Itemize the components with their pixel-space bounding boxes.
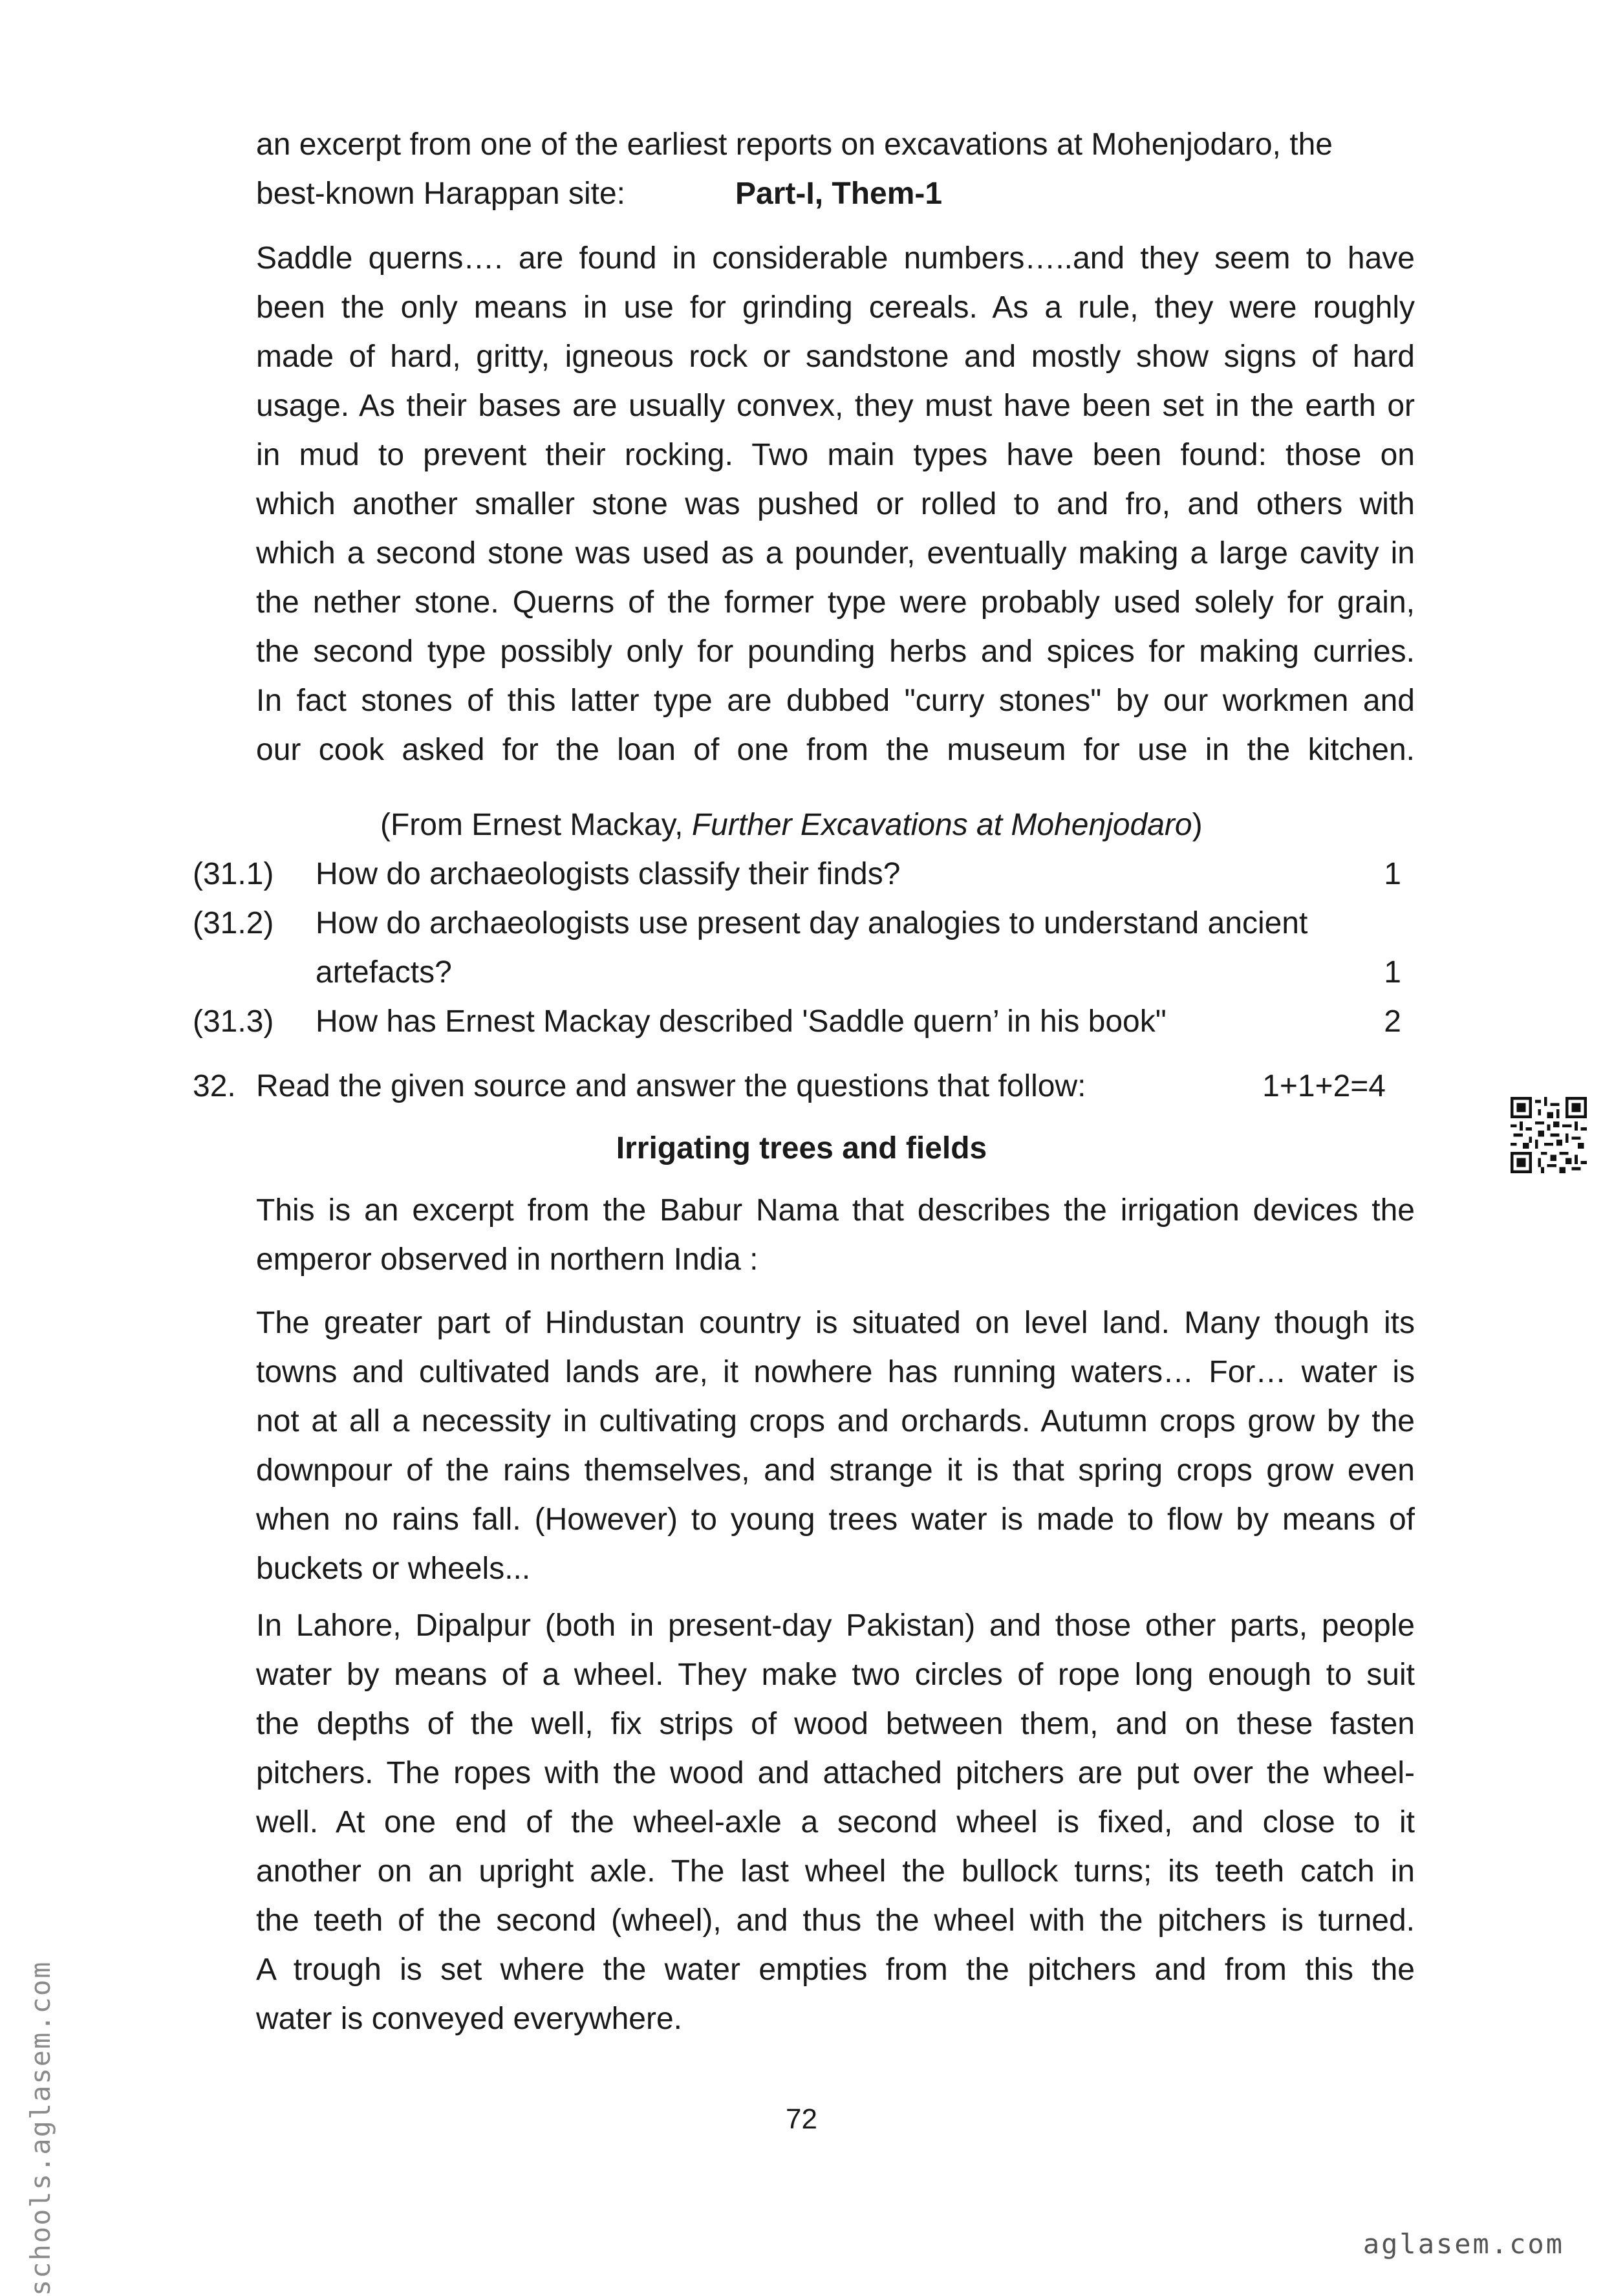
question-text: How do archaeologists use present day analogies to understand ancient — [316, 906, 1308, 940]
question-number: (31.1) — [193, 857, 274, 891]
text-line: which a second stone was used as a pounder, eventually making a large cavity in — [256, 536, 1415, 570]
text-line: which another smaller stone was pushed or rolled to and fro, and others with — [256, 487, 1415, 521]
text-line: our cook asked for the loan of one from the museum for use in the kitchen. — [256, 733, 1415, 767]
text-line: downpour of the rains themselves, and strange it is that spring crops grow even — [256, 1453, 1415, 1488]
question-text: How do archaeologists classify their finds? — [316, 857, 901, 891]
text-line: towns and cultivated lands are, it nowhere has running waters… For… water is — [256, 1355, 1415, 1389]
text-line: In Lahore, Dipalpur (both in present-day Pakistan) and those other parts, people — [256, 1608, 1415, 1643]
question-marks: 2 — [1384, 1004, 1401, 1039]
question-text: How has Ernest Mackay described 'Saddle quern’ in his book" — [316, 1004, 1167, 1039]
text-line: when no rains fall. (However) to young trees water is made to flow by means of — [256, 1502, 1415, 1537]
question-number: (31.3) — [193, 1004, 274, 1039]
text-line: Saddle querns…. are found in considerable numbers…..and they seem to have — [256, 241, 1415, 276]
question-32-marks: 1+1+2=4 — [1262, 1069, 1386, 1103]
text-line: the nether stone. Querns of the former type were probably used solely for grain, — [256, 585, 1415, 620]
text-line: the second type possibly only for pounding herbs and spices for making curries. — [256, 634, 1415, 669]
question-32-text: Read the given source and answer the questions that follow: — [256, 1069, 1086, 1103]
intro-line-1 — [256, 120, 1415, 169]
intro-site-text: best-known Harappan site: — [256, 177, 625, 211]
source-citation: (From Ernest Mackay, Further Excavations at Mohenjodaro) — [380, 808, 1203, 842]
intro-text: an excerpt from one of the earliest reports on excavations at Mohenjodaro, the — [256, 127, 1333, 162]
page-number: 72 — [786, 2103, 817, 2135]
text-line: not at all a necessity in cultivating crops and orchards. Autumn crops grow by the — [256, 1404, 1415, 1438]
text-line: usage. As their bases are usually convex, they must have been set in the earth or — [256, 389, 1415, 423]
text-line: been the only means in use for grinding cereals. As a rule, they were roughly — [256, 290, 1415, 325]
text-line: The greater part of Hindustan country is situated on level land. Many though its — [256, 1306, 1415, 1340]
citation-book-title: Further Excavations at Mohenjodaro — [691, 808, 1192, 842]
side-watermark: schools.aglasem.com — [25, 1960, 56, 2296]
text-line: buckets or wheels... — [256, 1552, 531, 1586]
text-line: In fact stones of this latter type are dubbed "curry stones" by our workmen and — [256, 684, 1415, 718]
text-line: made of hard, gritty, igneous rock or sandstone and mostly show signs of hard — [256, 340, 1415, 374]
text-line: another on an upright axle. The last wheel the bullock turns; its teeth catch in — [256, 1854, 1415, 1889]
text-line: in mud to prevent their rocking. Two main types have been found: those on — [256, 438, 1415, 472]
question-marks: 1 — [1384, 955, 1401, 990]
text-line: water is conveyed everywhere. — [256, 2002, 682, 2036]
text-line: the depths of the well, fix strips of wood between them, and on these fasten — [256, 1707, 1415, 1741]
text-line: well. At one end of the wheel-axle a second wheel is fixed, and close to it — [256, 1805, 1415, 1839]
source-heading: Irrigating trees and fields — [616, 1131, 987, 1165]
question-32-number: 32. — [193, 1069, 236, 1103]
text-line: emperor observed in northern India : — [256, 1242, 758, 1277]
text-line: the teeth of the second (wheel), and thus the wheel with the pitchers is turned. — [256, 1903, 1415, 1938]
corner-watermark: aglasem.com — [1362, 2228, 1564, 2260]
intro-line-2 — [256, 169, 625, 219]
question-marks: 1 — [1384, 857, 1401, 891]
text-line: A trough is set where the water empties from the pitchers and from this the — [256, 1953, 1415, 1987]
question-number: (31.2) — [193, 906, 274, 940]
text-line: pitchers. The ropes with the wood and attached pitchers are put over the wheel- — [256, 1756, 1415, 1790]
text-line: This is an excerpt from the Babur Nama that describes the irrigation devices the — [256, 1193, 1415, 1228]
question-text-continued: artefacts? — [316, 955, 452, 990]
syllabus-reference: Part-I, Them-1 — [735, 177, 943, 211]
text-line: water by means of a wheel. They make two circles of rope long enough to suit — [256, 1658, 1415, 1692]
